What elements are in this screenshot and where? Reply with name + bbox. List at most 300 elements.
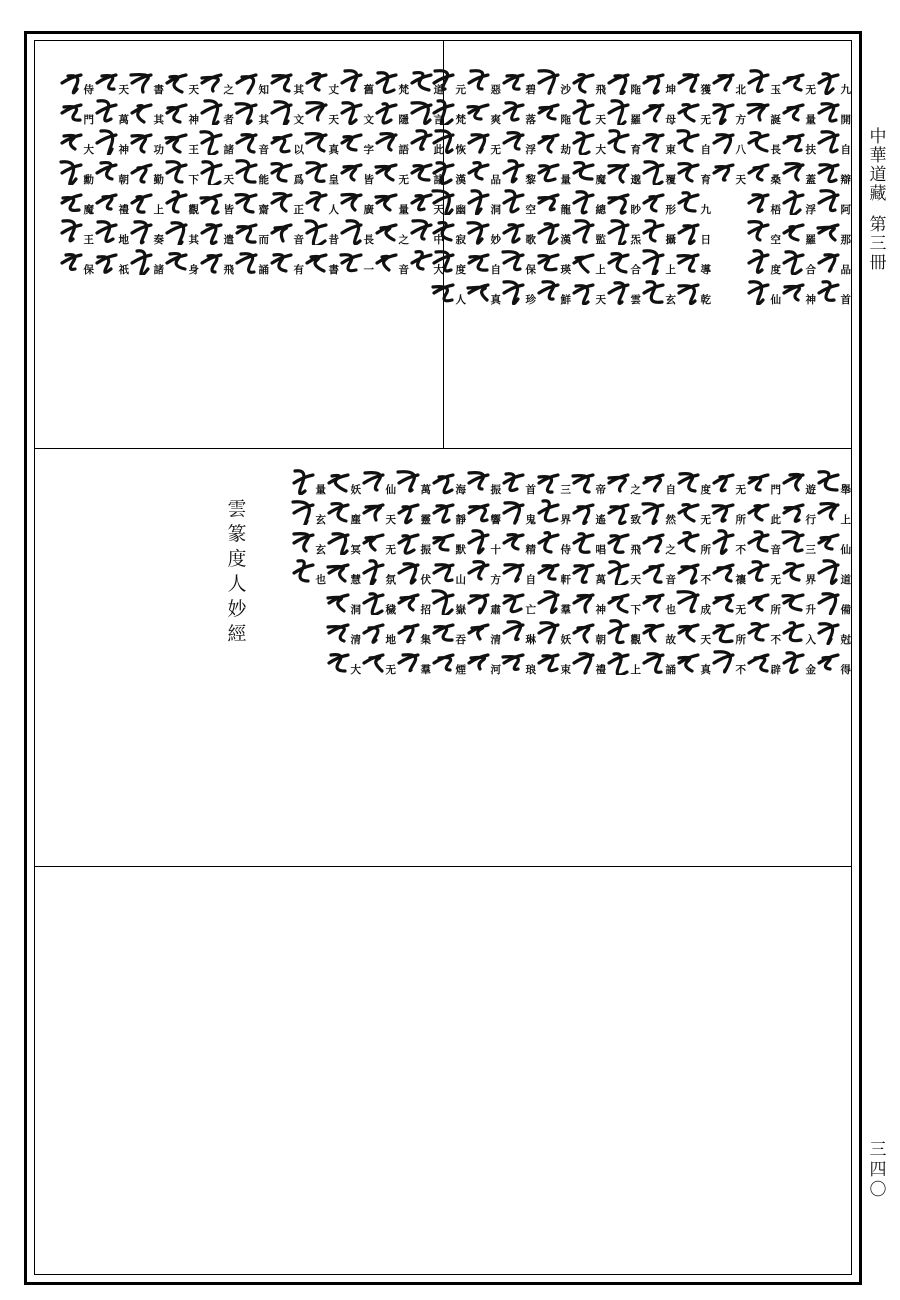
seal-glyph xyxy=(496,216,536,246)
seal-character-icon xyxy=(358,467,388,495)
seal-glyph xyxy=(54,96,94,126)
seal-character-icon xyxy=(126,217,156,245)
gloss-character: 精 xyxy=(525,543,536,556)
seal-character-icon xyxy=(266,247,296,275)
seal-character-icon xyxy=(638,157,668,185)
gloss-character: 清 xyxy=(490,633,501,646)
seal-character-icon xyxy=(406,127,436,155)
gloss-character: 總 xyxy=(595,203,606,216)
gloss-character: 而 xyxy=(258,233,269,246)
seal-glyph xyxy=(531,186,571,216)
seal-glyph xyxy=(334,126,374,156)
seal-glyph xyxy=(404,156,444,186)
seal-glyph xyxy=(496,616,536,646)
seal-character-icon xyxy=(638,617,668,645)
gloss-character: 得 xyxy=(840,663,851,676)
seal-glyph xyxy=(636,466,676,496)
seal-character-icon xyxy=(603,127,633,155)
seal-character-icon xyxy=(533,187,563,215)
seal-character-icon xyxy=(161,157,191,185)
seal-glyph xyxy=(229,66,269,96)
gloss-character: 仙 xyxy=(770,293,781,306)
gloss-character: 自 xyxy=(700,143,711,156)
seal-character-icon xyxy=(743,187,773,215)
gloss-character: 玄 xyxy=(665,293,676,306)
seal-glyph xyxy=(299,216,339,246)
seal-glyph xyxy=(601,246,641,276)
seal-character-icon xyxy=(638,277,668,305)
seal-character-icon xyxy=(126,97,156,125)
gloss-character: 人 xyxy=(328,203,339,216)
seal-glyph xyxy=(671,526,711,556)
seal-glyph xyxy=(636,586,676,616)
seal-glyph xyxy=(229,96,269,126)
gloss-character: 寂 xyxy=(455,233,466,246)
seal-character-icon xyxy=(231,157,261,185)
seal-character-icon xyxy=(673,127,703,155)
gloss-character: 不 xyxy=(770,633,781,646)
seal-glyph xyxy=(811,496,851,526)
gloss-character: 眇 xyxy=(630,203,641,216)
seal-character-icon xyxy=(336,97,366,125)
seal-glyph xyxy=(531,156,571,186)
text-column xyxy=(706,466,746,861)
seal-character-icon xyxy=(778,647,808,675)
seal-glyph xyxy=(776,616,816,646)
seal-character-icon xyxy=(533,217,563,245)
seal-glyph xyxy=(601,526,641,556)
seal-character-icon xyxy=(708,467,738,495)
gloss-character: 爽 xyxy=(490,113,501,126)
seal-glyph xyxy=(601,466,641,496)
seal-glyph xyxy=(89,156,129,186)
gloss-character: 帝 xyxy=(595,483,606,496)
gloss-character: 語 xyxy=(398,143,409,156)
gloss-character: 肅 xyxy=(490,603,501,616)
gloss-character: 靈 xyxy=(420,513,431,526)
seal-glyph xyxy=(54,156,94,186)
gloss-character: 音 xyxy=(293,233,304,246)
seal-character-icon xyxy=(603,247,633,275)
gloss-character: 神 xyxy=(595,603,606,616)
seal-glyph xyxy=(404,186,444,216)
seal-glyph xyxy=(496,556,536,586)
volume-char: 冊 xyxy=(869,253,887,273)
seal-glyph xyxy=(636,276,676,306)
seal-character-icon xyxy=(743,647,773,675)
seal-glyph xyxy=(391,646,431,676)
text-column xyxy=(391,466,431,861)
seal-glyph xyxy=(461,156,501,186)
gloss-character: 也 xyxy=(665,603,676,616)
seal-glyph xyxy=(566,96,606,126)
gloss-character: 真 xyxy=(328,143,339,156)
seal-glyph xyxy=(706,646,746,676)
seal-glyph xyxy=(811,96,851,126)
seal-character-icon xyxy=(673,277,703,305)
seal-character-icon xyxy=(778,157,808,185)
seal-glyph xyxy=(531,526,571,556)
seal-glyph xyxy=(496,66,536,96)
seal-character-icon xyxy=(406,217,436,245)
gloss-character: 氛 xyxy=(385,573,396,586)
seal-character-icon xyxy=(743,67,773,95)
gloss-character: 梵 xyxy=(455,113,466,126)
text-column xyxy=(776,466,816,861)
gloss-character: 昔 xyxy=(328,233,339,246)
gloss-character: 羅 xyxy=(630,113,641,126)
seal-glyph xyxy=(159,246,199,276)
seal-character-icon xyxy=(778,617,808,645)
gloss-character: 合 xyxy=(630,263,641,276)
seal-glyph xyxy=(601,556,641,586)
seal-character-icon xyxy=(813,497,843,525)
gloss-character: 神 xyxy=(188,113,199,126)
gloss-character: 誦 xyxy=(665,663,676,676)
gloss-character: 觀 xyxy=(188,203,199,216)
gloss-character: 上 xyxy=(665,263,676,276)
gloss-character: 皆 xyxy=(363,173,374,186)
seal-glyph xyxy=(496,246,536,276)
seal-character-icon xyxy=(196,127,226,155)
gloss-character: 人 xyxy=(455,293,466,306)
gloss-character: 其 xyxy=(293,83,304,96)
seal-character-icon xyxy=(196,247,226,275)
seal-character-icon xyxy=(231,217,261,245)
lower-text-block xyxy=(300,466,851,861)
seal-character-icon xyxy=(813,647,843,675)
gloss-character: 備 xyxy=(840,603,851,616)
seal-glyph xyxy=(531,646,571,676)
seal-glyph xyxy=(264,216,304,246)
seal-glyph xyxy=(601,586,641,616)
gloss-character: 丈 xyxy=(328,83,339,96)
gloss-character: 道 xyxy=(433,83,444,96)
seal-character-icon xyxy=(288,527,318,555)
gloss-character: 形 xyxy=(665,203,676,216)
seal-glyph xyxy=(496,96,536,126)
seal-glyph xyxy=(426,616,466,646)
seal-character-icon xyxy=(673,527,703,555)
seal-glyph xyxy=(776,526,816,556)
seal-glyph xyxy=(159,156,199,186)
seal-glyph xyxy=(461,496,501,526)
gloss-character: 仙 xyxy=(840,543,851,556)
seal-character-icon xyxy=(91,97,121,125)
seal-character-icon xyxy=(743,247,773,275)
seal-character-icon xyxy=(196,157,226,185)
seal-character-icon xyxy=(323,647,353,675)
seal-glyph xyxy=(601,66,641,96)
seal-glyph xyxy=(461,66,501,96)
seal-character-icon xyxy=(358,587,388,615)
gloss-character: 正 xyxy=(293,203,304,216)
seal-character-icon xyxy=(743,217,773,245)
seal-character-icon xyxy=(231,247,261,275)
gloss-character: 觀 xyxy=(630,633,641,646)
seal-glyph xyxy=(636,616,676,646)
seal-glyph xyxy=(369,216,409,246)
page-number-char: 〇 xyxy=(869,1180,887,1200)
seal-glyph xyxy=(636,186,676,216)
seal-character-icon xyxy=(568,497,598,525)
gloss-character: 飛 xyxy=(595,83,606,96)
text-column xyxy=(229,66,269,442)
seal-character-icon xyxy=(358,647,388,675)
gloss-character: 落 xyxy=(525,113,536,126)
gloss-character: 地 xyxy=(385,633,396,646)
gloss-character: 下 xyxy=(188,173,199,186)
seal-character-icon xyxy=(813,247,843,275)
seal-glyph xyxy=(124,186,164,216)
seal-glyph xyxy=(531,556,571,586)
seal-glyph xyxy=(356,526,396,556)
seal-character-icon xyxy=(371,67,401,95)
seal-glyph xyxy=(601,126,641,156)
seal-character-icon xyxy=(126,127,156,155)
page-number-char: 三 xyxy=(869,1140,887,1160)
seal-character-icon xyxy=(708,617,738,645)
gloss-character: 清 xyxy=(350,633,361,646)
seal-character-icon xyxy=(568,527,598,555)
gloss-character: 上 xyxy=(630,663,641,676)
gloss-character: 行 xyxy=(805,513,816,526)
seal-glyph xyxy=(426,466,466,496)
seal-character-icon xyxy=(371,187,401,215)
seal-character-icon xyxy=(161,217,191,245)
gloss-character: 功 xyxy=(153,143,164,156)
seal-glyph xyxy=(776,66,816,96)
text-column xyxy=(54,66,94,442)
seal-glyph xyxy=(566,616,606,646)
seal-character-icon xyxy=(463,557,493,585)
gloss-character: 此 xyxy=(433,143,444,156)
gloss-character: 成 xyxy=(700,603,711,616)
gloss-character: 量 xyxy=(560,173,571,186)
seal-character-icon xyxy=(498,587,528,615)
seal-character-icon xyxy=(673,617,703,645)
seal-glyph xyxy=(636,246,676,276)
gloss-character: 招 xyxy=(420,603,431,616)
gloss-character: 上 xyxy=(840,513,851,526)
gloss-character: 萬 xyxy=(420,483,431,496)
gloss-character: 真 xyxy=(700,663,711,676)
gloss-character: 陁 xyxy=(630,83,641,96)
seal-character-icon xyxy=(533,467,563,495)
seal-character-icon xyxy=(428,647,458,675)
seal-character-icon xyxy=(463,217,493,245)
seal-character-icon xyxy=(673,557,703,585)
seal-glyph xyxy=(671,96,711,126)
seal-character-icon xyxy=(126,187,156,215)
seal-glyph xyxy=(531,496,571,526)
section-divider-lower xyxy=(34,866,852,867)
gloss-character: 地 xyxy=(118,233,129,246)
seal-character-icon xyxy=(533,157,563,185)
gloss-character: 鮮 xyxy=(560,293,571,306)
gloss-character: 長 xyxy=(363,233,374,246)
seal-character-icon xyxy=(708,67,738,95)
seal-glyph xyxy=(426,586,466,616)
gloss-character: 故 xyxy=(665,633,676,646)
seal-glyph xyxy=(776,556,816,586)
seal-character-icon xyxy=(406,97,436,125)
seal-character-icon xyxy=(638,127,668,155)
gloss-character: 不 xyxy=(735,663,746,676)
seal-glyph xyxy=(334,156,374,186)
gloss-character: 不 xyxy=(735,543,746,556)
gloss-character: 黎 xyxy=(525,173,536,186)
gloss-character: 无 xyxy=(700,513,711,526)
upper-right-text-block xyxy=(447,66,851,442)
seal-glyph xyxy=(741,216,781,246)
gloss-character: 束 xyxy=(560,663,571,676)
gloss-character: 辯 xyxy=(840,173,851,186)
gloss-character: 合 xyxy=(805,263,816,276)
title-char: 篆 xyxy=(227,523,247,545)
seal-character-icon xyxy=(778,217,808,245)
seal-glyph xyxy=(706,496,746,526)
seal-glyph xyxy=(671,646,711,676)
gloss-character: 書 xyxy=(153,83,164,96)
gloss-character: 那 xyxy=(840,233,851,246)
gloss-character: 劫 xyxy=(560,143,571,156)
seal-character-icon xyxy=(288,557,318,585)
gloss-character: 幽 xyxy=(455,203,466,216)
seal-glyph xyxy=(566,246,606,276)
seal-character-icon xyxy=(568,127,598,155)
seal-character-icon xyxy=(813,587,843,615)
seal-character-icon xyxy=(498,647,528,675)
gloss-character: 三 xyxy=(560,483,571,496)
gloss-character: 无 xyxy=(735,603,746,616)
gloss-character: 三 xyxy=(805,543,816,556)
seal-glyph xyxy=(601,646,641,676)
seal-glyph xyxy=(496,496,536,526)
seal-glyph xyxy=(369,186,409,216)
seal-character-icon xyxy=(196,217,226,245)
gloss-character: 沙 xyxy=(560,83,571,96)
seal-glyph xyxy=(194,216,234,246)
seal-character-icon xyxy=(393,527,423,555)
seal-glyph xyxy=(391,496,431,526)
seal-glyph xyxy=(636,216,676,246)
seal-character-icon xyxy=(161,97,191,125)
seal-character-icon xyxy=(393,467,423,495)
gloss-character: 道 xyxy=(840,573,851,586)
seal-character-icon xyxy=(336,127,366,155)
seal-character-icon xyxy=(196,97,226,125)
text-column xyxy=(776,66,816,442)
seal-character-icon xyxy=(743,527,773,555)
gloss-character: 羣 xyxy=(560,603,571,616)
seal-glyph xyxy=(356,586,396,616)
gloss-character: 此 xyxy=(770,513,781,526)
seal-character-icon xyxy=(371,157,401,185)
seal-glyph xyxy=(299,66,339,96)
seal-character-icon xyxy=(568,467,598,495)
seal-glyph xyxy=(369,66,409,96)
seal-character-icon xyxy=(743,557,773,585)
text-column xyxy=(124,66,164,442)
seal-character-icon xyxy=(463,497,493,525)
gloss-character: 漢 xyxy=(560,233,571,246)
seal-glyph xyxy=(706,66,746,96)
gloss-character: 唱 xyxy=(595,543,606,556)
seal-glyph xyxy=(356,616,396,646)
gloss-character: 所 xyxy=(735,513,746,526)
seal-glyph xyxy=(531,466,571,496)
seal-glyph xyxy=(461,216,501,246)
seal-glyph xyxy=(286,496,326,526)
gloss-character: 梵 xyxy=(398,83,409,96)
seal-glyph xyxy=(741,96,781,126)
gloss-character: 萬 xyxy=(118,113,129,126)
seal-character-icon xyxy=(673,157,703,185)
seal-character-icon xyxy=(196,187,226,215)
gloss-character: 飛 xyxy=(223,263,234,276)
gloss-character: 天 xyxy=(433,203,444,216)
seal-character-icon xyxy=(568,587,598,615)
seal-character-icon xyxy=(708,527,738,555)
gloss-character: 阿 xyxy=(840,203,851,216)
gloss-character: 振 xyxy=(420,543,431,556)
seal-character-icon xyxy=(533,277,563,305)
seal-glyph xyxy=(706,586,746,616)
gloss-character: 諸 xyxy=(153,263,164,276)
gloss-character: 大 xyxy=(433,263,444,276)
gloss-character: 然 xyxy=(665,513,676,526)
seal-glyph xyxy=(671,246,711,276)
gloss-character: 字 xyxy=(363,143,374,156)
title-char: 雲 xyxy=(227,498,247,520)
seal-glyph xyxy=(264,126,304,156)
seal-character-icon xyxy=(638,97,668,125)
seal-character-icon xyxy=(498,127,528,155)
seal-character-icon xyxy=(56,217,86,245)
seal-glyph xyxy=(356,466,396,496)
seal-glyph xyxy=(741,126,781,156)
seal-character-icon xyxy=(406,187,436,215)
seal-character-icon xyxy=(323,617,353,645)
seal-glyph xyxy=(369,246,409,276)
seal-glyph xyxy=(194,126,234,156)
seal-glyph xyxy=(811,616,851,646)
title-char: 妙 xyxy=(227,598,247,620)
gloss-character: 十 xyxy=(490,543,501,556)
gloss-character: 育 xyxy=(700,173,711,186)
seal-glyph xyxy=(264,186,304,216)
gloss-character: 乾 xyxy=(700,293,711,306)
seal-character-icon xyxy=(463,527,493,555)
seal-character-icon xyxy=(358,617,388,645)
seal-glyph xyxy=(89,66,129,96)
seal-character-icon xyxy=(708,497,738,525)
gloss-character: 誕 xyxy=(770,113,781,126)
seal-character-icon xyxy=(568,157,598,185)
seal-glyph xyxy=(531,276,571,306)
seal-glyph xyxy=(811,126,851,156)
seal-character-icon xyxy=(498,217,528,245)
gloss-character: 度 xyxy=(455,263,466,276)
seal-character-icon xyxy=(708,557,738,585)
gloss-character: 入 xyxy=(805,633,816,646)
seal-glyph xyxy=(601,616,641,646)
text-column xyxy=(706,66,746,442)
seal-character-icon xyxy=(56,247,86,275)
seal-glyph xyxy=(706,616,746,646)
seal-character-icon xyxy=(603,647,633,675)
